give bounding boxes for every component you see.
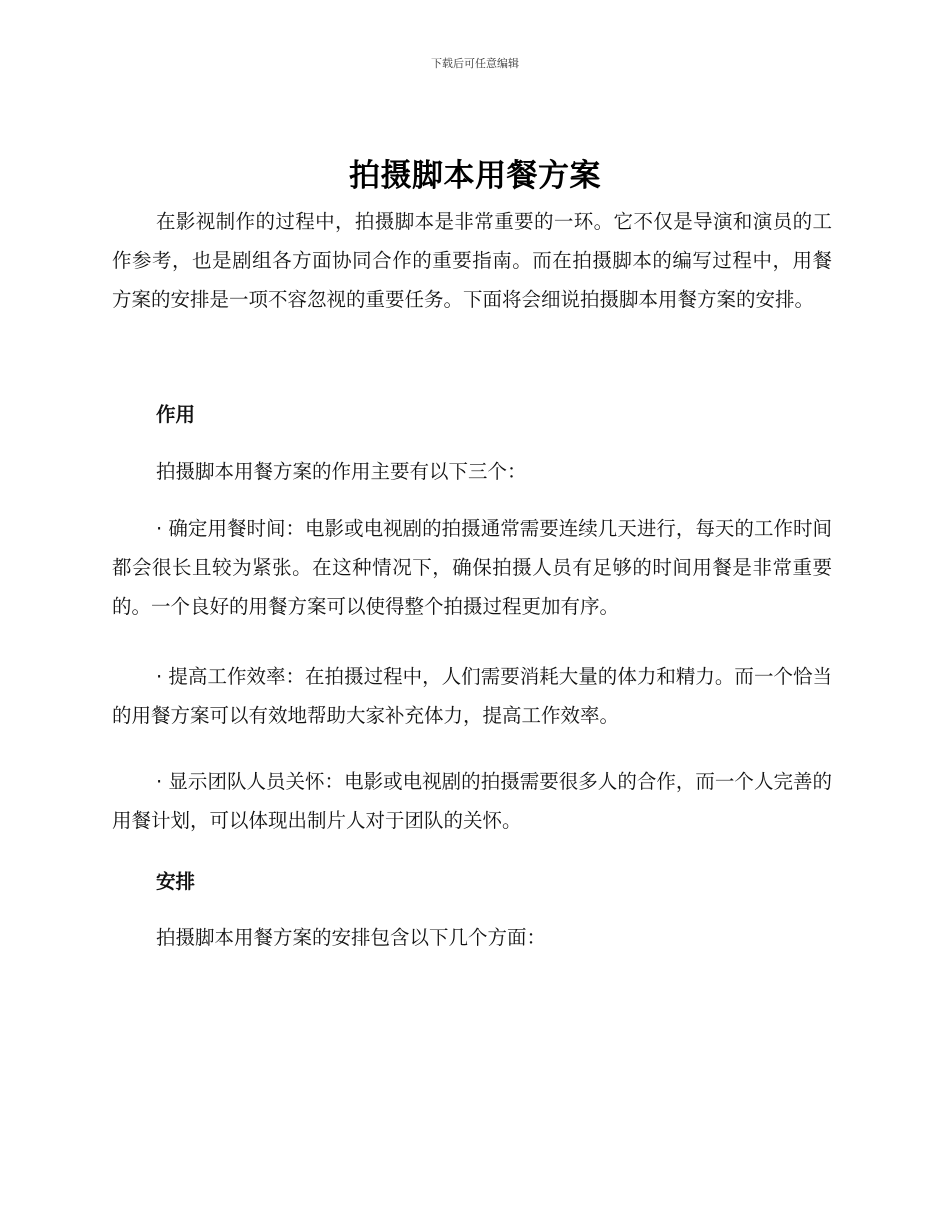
intro-paragraph-block <box>112 202 832 319</box>
arrangement-lead: 拍摄脚本用餐方案的安排包含以下几个方面： <box>156 926 547 949</box>
section-heading-arrangement: 安排 <box>156 870 196 893</box>
purpose-item-1-block <box>112 509 832 626</box>
purpose-item-3-block <box>112 762 832 840</box>
purpose-item: · 显示团队人员关怀：电影或电视剧的拍摄需要很多人的合作，而一个人完善的用餐计划，可以体现出制片人对于团队的关怀。 <box>112 770 832 832</box>
purpose-item: · 提高工作效率：在拍摄过程中，人们需要消耗大量的体力和精力。而一个恰当的用餐方案可以有效地帮助大家补充体力，提高工作效率。 <box>112 665 832 727</box>
section-heading-purpose: 作用 <box>156 403 196 426</box>
purpose-item-2-block <box>112 657 832 735</box>
intro-paragraph: 在影视制作的过程中，拍摄脚本是非常重要的一环。它不仅是导演和演员的工作参考，也是剧组各方面协同合作的重要指南。而在拍摄脚本的编写过程中，用餐方案的安排是一项不容忽视的重要任务。下面将会细说拍摄脚本用餐方案的安排。 <box>112 210 832 311</box>
purpose-item: · 确定用餐时间：电影或电视剧的拍摄通常需要连续几天进行，每天的工作时间都会很长且较为紧张。在这种情况下，确保拍摄人员有足够的时间用餐是非常重要的。一个良好的用餐方案可以使得整个拍摄过程更加有序。 <box>112 517 832 618</box>
header-note: 下载后可任意编辑 <box>431 57 519 70</box>
document-title: 拍摄脚本用餐方案 <box>349 158 601 194</box>
purpose-lead: 拍摄脚本用餐方案的作用主要有以下三个： <box>156 460 527 483</box>
